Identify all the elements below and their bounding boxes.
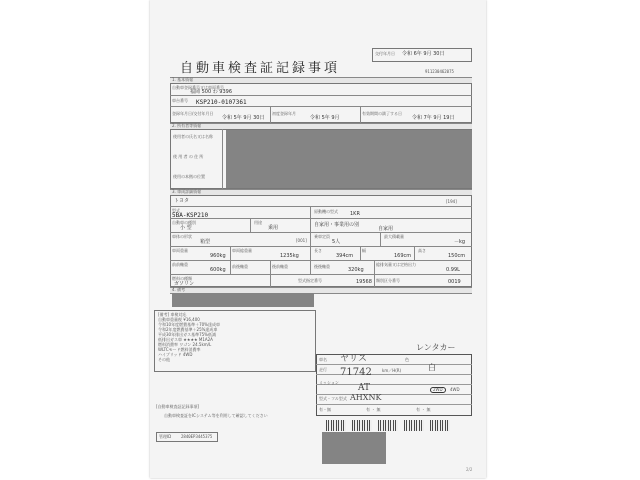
document-number: 911230462075: [425, 69, 454, 74]
notes-line: 令和10年度燃費基準＋70%達成車: [158, 322, 220, 327]
max-load-label: 最大積載量: [384, 234, 404, 239]
max-load-value: －kg: [454, 239, 466, 245]
section-1-heading: 1. 基本情報: [172, 77, 194, 82]
management-id-value: 2840EP3445375: [181, 434, 213, 439]
notes-line: [備考] 車検対応: [158, 312, 187, 317]
redacted-notes-header: [172, 293, 314, 307]
notes-line: その他: [158, 357, 170, 362]
notes-line: 自動車重量税 ¥16,400: [158, 317, 200, 322]
capacity-value: 5人: [332, 239, 341, 245]
gross-weight-value: 1235kg: [280, 253, 299, 259]
issue-date-label: 交付年月日: [375, 51, 395, 56]
gross-weight-label: 車両総重量: [232, 248, 252, 253]
sticker-mission-value: AT: [358, 383, 371, 393]
footer-notes-text: 自動車検査証をICシステム等を利用して確認してください: [164, 413, 268, 418]
notes-line: 燃料消費率 ワゴン 24.5km/L: [158, 342, 212, 347]
model-value: 5BA-KSP210: [172, 212, 209, 219]
vin-label: 車台番号: [172, 98, 188, 103]
first-reg-label: 登録年月日/交付年月日: [172, 111, 214, 116]
notes-line: ハイブリッド 4WD: [158, 352, 193, 357]
notes-line: 平成30年排出ガス基準75%低減: [158, 332, 216, 337]
length-value: 394cm: [336, 253, 354, 259]
weight-value: 960kg: [210, 253, 226, 259]
sticker-name-label: 車名: [319, 357, 327, 362]
sticker-feature-2: 有 ・ 無: [366, 407, 381, 412]
qr-code-2: [352, 420, 372, 431]
first-reg2-value: 令和 5年 9月: [310, 115, 340, 121]
purpose-label: 自家用・事業用の別: [314, 222, 360, 228]
length-label: 長さ: [314, 248, 322, 253]
fuel-label: 燃料の種類: [172, 276, 192, 281]
handwritten-rental: レンタカー: [416, 343, 456, 352]
registration-label: 自動車登録番号又は車両番号: [172, 85, 224, 90]
width-label: 幅: [362, 248, 366, 253]
rear-rear-axle-value: 320kg: [348, 267, 364, 273]
maker-value: トヨタ: [174, 198, 190, 204]
user-address-label: 使 用 者 の 住 所: [173, 154, 204, 159]
height-label: 高さ: [418, 248, 426, 253]
category-no-value: 0019: [448, 279, 461, 285]
first-reg2-label: 初度登録年月: [272, 111, 296, 116]
qr-code-3: [378, 420, 398, 431]
expiry-value: 令和 7年 9月 19日: [412, 115, 455, 121]
expiry-label: 有効期間の満了する日: [362, 111, 402, 116]
notes-line: 令和2年度燃費基準＋25%達成車: [158, 327, 218, 332]
weight-label: 車両重量: [172, 248, 188, 253]
category-value: 小 型: [180, 225, 192, 231]
sticker-model-label: 型式・フル型式: [319, 396, 347, 401]
issue-date-value: 令和 6年 9月 30日: [402, 51, 445, 57]
qr-code-1: [326, 420, 346, 431]
sticker-name-value: ヤリス: [340, 354, 367, 364]
sticker-mileage-label: 走行: [319, 367, 327, 372]
section-2-heading: 2. 所有者等情報: [172, 123, 202, 128]
displacement-value: 0.99L: [446, 267, 460, 273]
sticker-mileage-value: 71742: [340, 367, 372, 378]
drive-2wd-option: 2WD: [430, 387, 446, 393]
registration-value: 福岡 500 わ 9396: [190, 89, 233, 95]
use-value: 乗用: [268, 225, 279, 231]
maker-code: [194]: [446, 199, 457, 204]
type-approval-value: 19568: [356, 279, 372, 285]
vin-value: KSP210-0107361: [196, 99, 247, 106]
qr-code-4: [404, 420, 424, 431]
sticker-feature-3: 有 ・ 無: [416, 407, 431, 412]
qr-code-5: [430, 420, 450, 431]
body-code: [001]: [296, 238, 307, 243]
notes-line: WLTCモード燃料消費率: [158, 347, 201, 352]
body-label: 車体の形状: [172, 234, 192, 239]
redacted-footer-block: [322, 432, 386, 464]
notes-line: 低排出ガス車 ★★★★ M1A2A: [158, 337, 213, 342]
category-no-label: 類別区分番号: [376, 278, 400, 283]
sticker-mission-label: ミッション: [319, 380, 339, 385]
sticker-color-label: 色: [405, 357, 409, 362]
displacement-label: 総排気量又は定格出力: [376, 262, 416, 267]
first-reg-value: 令和 5年 9月 30日: [222, 115, 265, 121]
purpose-value: 自家用: [378, 226, 394, 232]
sticker-feature-1: 有・無: [319, 407, 331, 412]
section-4-heading: 4. 備考: [172, 287, 186, 292]
category-label: 自動車の種別: [172, 220, 196, 225]
sticker-mileage-unit: km／H(R): [382, 368, 402, 373]
document-sheet: [150, 0, 486, 478]
rear-front-axle-label: 後前軸重: [272, 264, 288, 269]
body-value: 箱型: [200, 239, 211, 245]
front-axle-value: 600kg: [210, 267, 226, 273]
height-value: 150cm: [448, 253, 466, 259]
sticker-model-value: AHXNK: [350, 393, 382, 402]
page-mark: 2/2: [466, 467, 473, 472]
use-label: 用途: [254, 220, 262, 225]
capacity-label: 乗車定員: [314, 234, 330, 239]
management-id-label: 管理ID: [159, 434, 172, 439]
sticker-color-value: 白: [428, 363, 436, 372]
document-title: 自動車検査証記録事項: [180, 61, 341, 76]
front-rear-axle-label: 前後軸重: [232, 264, 248, 269]
model-label: 型式: [172, 208, 180, 213]
drive-4wd-option: 4WD: [450, 387, 460, 392]
rear-rear-axle-label: 後後軸重: [314, 264, 330, 269]
engine-label: 原動機の型式: [314, 209, 338, 214]
section-3-heading: 3. 車両詳細情報: [172, 189, 202, 194]
front-axle-label: 前前軸重: [172, 262, 188, 267]
redacted-owner-info: [226, 130, 472, 188]
type-approval-label: 型式指定番号: [298, 278, 322, 283]
width-value: 169cm: [394, 253, 412, 259]
user-name-label: 使用者の氏名又は名称: [173, 134, 213, 139]
base-location-label: 使用の本拠の位置: [173, 174, 205, 179]
engine-value: 1KR: [350, 211, 360, 217]
footer-notes-heading: [自動車検査証記録事項]: [156, 404, 200, 409]
fuel-value: ガソリン: [174, 281, 195, 287]
